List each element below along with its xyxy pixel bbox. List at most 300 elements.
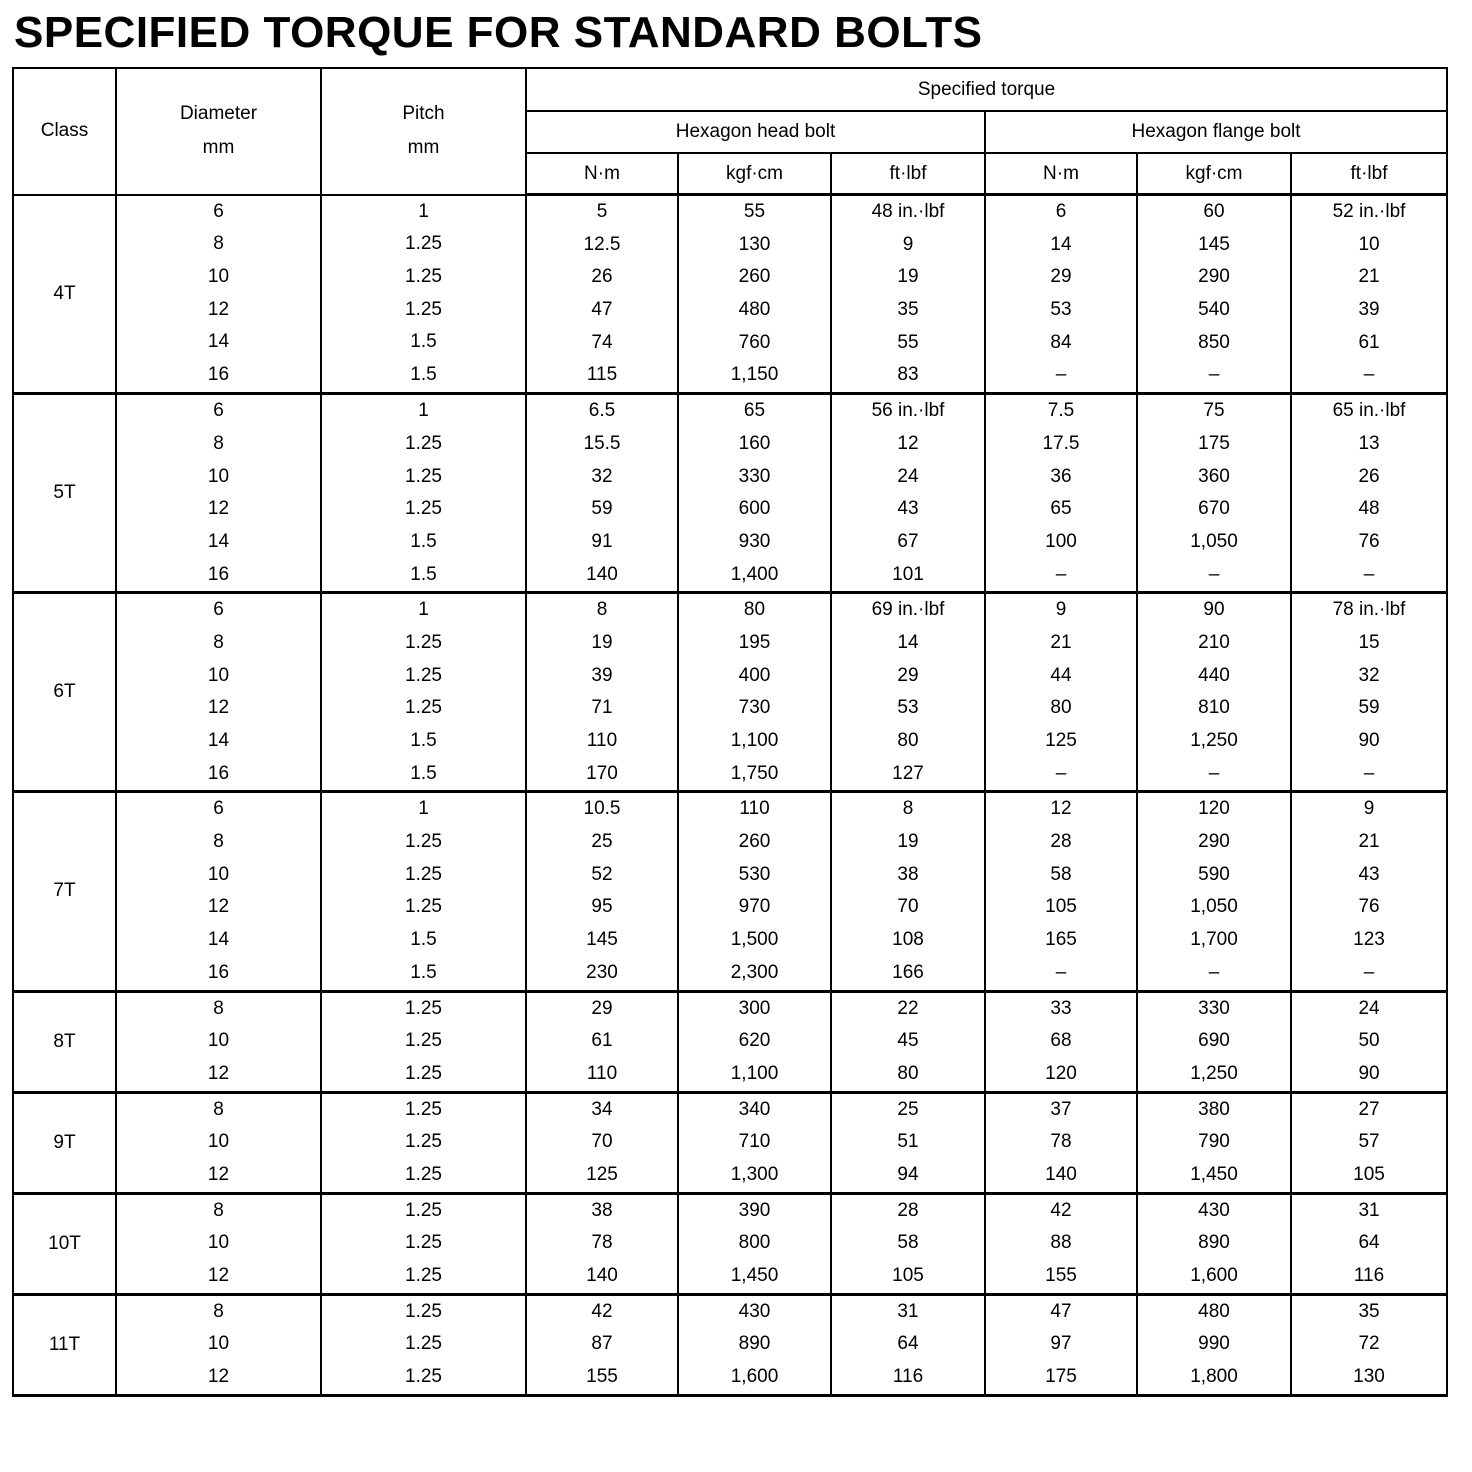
head-nm-cell: 8 <box>596 599 608 621</box>
class-group-row <box>13 593 1447 792</box>
diameter-cell: 8 <box>213 233 224 255</box>
head-nm-cell: 70 <box>591 1131 613 1153</box>
pitch-header-label: Pitch <box>402 103 445 125</box>
head-kgfcm-cell: 1,450 <box>730 1265 779 1286</box>
head-kgfcm-cell: 710 <box>738 1131 771 1153</box>
class-cell: 10T <box>13 1193 116 1294</box>
flange-kgfcm-cell: 890 <box>1198 1232 1230 1254</box>
head-ftlbf-cell-stack <box>831 195 985 394</box>
flange-nm-cell: 155 <box>1045 1265 1077 1286</box>
diameter-cell: 16 <box>207 961 230 983</box>
flange-kgfcm-cell: 810 <box>1198 697 1230 719</box>
head-kgfcm-cell-stack <box>678 593 831 792</box>
head-kgfcm-cell-stack <box>678 195 831 394</box>
head-nm-cell: 140 <box>586 563 618 585</box>
diameter-cell: 8 <box>213 997 224 1019</box>
flange-ftlbf-cell: 90 <box>1358 730 1380 751</box>
diameter-cell-stack <box>116 1193 321 1294</box>
hexagon-head-bolt-header: Hexagon head bolt <box>526 111 985 153</box>
diameter-cell: 12 <box>207 298 230 320</box>
class-cell: 5T <box>13 394 116 593</box>
flange-kgfcm-cell: 590 <box>1198 863 1230 885</box>
head-nm-cell: 34 <box>591 1098 613 1120</box>
class-group-row <box>13 991 1447 1092</box>
class-group-row <box>13 195 1447 394</box>
flange-kgfcm-cell: 1,450 <box>1190 1163 1238 1185</box>
flange-ftlbf-cell: 48 <box>1358 498 1380 520</box>
head-ftlbf-cell: 64 <box>897 1333 919 1355</box>
flange-kgfcm-cell: 60 <box>1203 201 1225 222</box>
flange-kgfcm-cell: 690 <box>1198 1030 1230 1052</box>
head-ftlbf-cell: 14 <box>897 631 919 653</box>
flange-ftlbf-cell: 39 <box>1358 299 1380 321</box>
flange-ftlbf-cell-stack <box>1291 1193 1447 1294</box>
pitch-cell: 1.5 <box>410 363 437 385</box>
head-ftlbf-cell: 58 <box>897 1232 919 1254</box>
flange-kgfcm-cell: 1,800 <box>1190 1366 1238 1388</box>
pitch-cell: 1 <box>418 798 429 820</box>
head-nm-cell: 115 <box>586 364 618 386</box>
flange-ftlbf-cell: 105 <box>1353 1163 1385 1185</box>
flange-nm-cell-stack <box>985 195 1137 394</box>
flange-nm-cell: – <box>1055 762 1067 784</box>
flange-kgfcm-cell: 1,250 <box>1190 730 1238 751</box>
flange-nm-cell: – <box>1055 364 1067 386</box>
class-group-row <box>13 1294 1447 1395</box>
head-nm-cell: 29 <box>591 997 613 1019</box>
pitch-cell: 1.25 <box>405 432 442 454</box>
diameter-cell-stack <box>116 991 321 1092</box>
torque-table <box>12 67 1448 1397</box>
head-ftlbf-cell: 69 in.·lbf <box>871 599 945 621</box>
diameter-cell-stack <box>116 394 321 593</box>
class-cell: 8T <box>13 991 116 1092</box>
head-ftlbf-cell: 12 <box>897 432 919 454</box>
flange-kgfcm-cell: 120 <box>1198 798 1230 820</box>
pitch-cell: 1 <box>418 599 429 621</box>
flange-nm-cell-stack <box>985 1294 1137 1395</box>
head-kgfcm-cell-stack <box>678 394 831 593</box>
pitch-cell-stack <box>321 1092 526 1193</box>
pitch-cell-stack <box>321 991 526 1092</box>
diameter-cell-stack <box>116 1294 321 1395</box>
pitch-cell: 1.25 <box>405 1265 442 1286</box>
head-nm-cell-stack <box>526 792 678 991</box>
diameter-cell: 12 <box>207 1265 230 1286</box>
head-kgfcm-cell-stack <box>678 1193 831 1294</box>
flange-ftlbf-cell-stack <box>1291 991 1447 1092</box>
head-ftlbf-cell: 80 <box>897 1062 919 1084</box>
diameter-cell: 8 <box>213 1098 224 1120</box>
class-cell: 7T <box>13 792 116 991</box>
diameter-cell: 10 <box>207 664 230 686</box>
flange-nm-cell: 125 <box>1045 730 1077 751</box>
pitch-cell: 1.5 <box>410 961 437 983</box>
flange-kgfcm-cell: 430 <box>1198 1199 1230 1221</box>
diameter-cell: 14 <box>207 331 230 353</box>
flange-kgfcm-cell: 290 <box>1198 831 1230 853</box>
flange-ftlbf-cell: 31 <box>1358 1199 1380 1221</box>
diameter-cell-stack <box>116 593 321 792</box>
head-kgfcm-cell-stack <box>678 1294 831 1395</box>
head-kgfcm-cell: 730 <box>738 697 771 719</box>
head-nm-cell: 230 <box>586 961 618 983</box>
diameter-cell-stack <box>116 792 321 991</box>
unit-header-flange-kgfcm: kgf·cm <box>1137 153 1291 195</box>
specified-torque-header: Specified torque <box>526 68 1447 111</box>
head-nm-cell: 19 <box>591 631 613 653</box>
head-nm-cell-stack <box>526 195 678 394</box>
pitch-cell: 1.25 <box>405 498 442 520</box>
flange-nm-cell-stack <box>985 792 1137 991</box>
flange-nm-cell: 175 <box>1045 1366 1077 1388</box>
head-kgfcm-cell: 890 <box>738 1333 771 1355</box>
head-nm-cell: 15.5 <box>583 432 621 454</box>
flange-nm-cell: 47 <box>1050 1300 1072 1322</box>
head-nm-cell: 87 <box>591 1333 613 1355</box>
pitch-cell: 1.5 <box>410 563 437 585</box>
class-cell: 9T <box>13 1092 116 1193</box>
flange-nm-cell: 58 <box>1050 863 1072 885</box>
flange-nm-cell: 100 <box>1045 530 1077 552</box>
flange-nm-cell: 120 <box>1045 1062 1077 1084</box>
head-nm-cell-stack <box>526 593 678 792</box>
diameter-cell-stack <box>116 1092 321 1193</box>
flange-nm-cell: 84 <box>1050 331 1072 353</box>
flange-kgfcm-cell: 145 <box>1198 233 1230 255</box>
head-nm-cell: 39 <box>591 664 613 686</box>
head-kgfcm-cell: 300 <box>738 997 771 1019</box>
flange-ftlbf-cell: 72 <box>1358 1333 1380 1355</box>
flange-nm-cell: 44 <box>1050 664 1072 686</box>
flange-nm-cell: 7.5 <box>1047 400 1075 422</box>
pitch-cell: 1.25 <box>405 831 442 853</box>
diameter-cell: 8 <box>213 631 224 653</box>
flange-kgfcm-cell: 1,050 <box>1190 530 1238 552</box>
flange-nm-cell: 36 <box>1050 465 1072 487</box>
hexagon-flange-bolt-header: Hexagon flange bolt <box>985 111 1447 153</box>
flange-nm-cell: – <box>1055 961 1067 983</box>
flange-kgfcm-cell: 540 <box>1198 299 1230 321</box>
head-nm-cell-stack <box>526 991 678 1092</box>
pitch-cell: 1.5 <box>410 762 437 784</box>
diameter-cell: 16 <box>207 762 230 784</box>
head-kgfcm-cell: 1,500 <box>730 929 779 951</box>
head-kgfcm-cell: 480 <box>738 299 771 321</box>
flange-nm-cell: 78 <box>1050 1131 1072 1153</box>
class-group-row <box>13 1092 1447 1193</box>
flange-ftlbf-cell: 123 <box>1353 929 1385 951</box>
flange-nm-cell: 33 <box>1050 997 1072 1019</box>
flange-kgfcm-cell: 990 <box>1198 1333 1230 1355</box>
pitch-cell-stack <box>321 593 526 792</box>
diameter-cell: 14 <box>207 730 230 751</box>
head-kgfcm-cell: 65 <box>743 400 766 422</box>
flange-ftlbf-cell-stack <box>1291 1294 1447 1395</box>
flange-kgfcm-cell: 1,600 <box>1190 1265 1238 1286</box>
flange-ftlbf-cell: 64 <box>1358 1232 1380 1254</box>
head-nm-cell: 110 <box>586 730 618 751</box>
head-kgfcm-cell: 55 <box>743 201 766 222</box>
head-kgfcm-cell: 620 <box>738 1030 771 1052</box>
head-ftlbf-cell: 116 <box>892 1366 924 1388</box>
flange-kgfcm-cell: 210 <box>1198 631 1230 653</box>
head-kgfcm-cell: 330 <box>738 465 771 487</box>
head-nm-cell: 71 <box>591 697 613 719</box>
head-kgfcm-cell: 340 <box>738 1098 771 1120</box>
flange-kgfcm-cell: – <box>1208 961 1220 983</box>
flange-nm-cell: 28 <box>1050 831 1072 853</box>
flange-ftlbf-cell-stack <box>1291 1092 1447 1193</box>
head-nm-cell-stack <box>526 1294 678 1395</box>
head-nm-cell: 10.5 <box>583 798 621 820</box>
flange-kgfcm-cell: 290 <box>1198 266 1230 288</box>
page-title: SPECIFIED TORQUE FOR STANDARD BOLTS <box>14 8 983 57</box>
head-kgfcm-cell-stack <box>678 792 831 991</box>
head-ftlbf-cell: 80 <box>897 730 919 751</box>
flange-nm-cell: 53 <box>1050 299 1072 321</box>
diameter-cell-stack <box>116 195 321 394</box>
flange-ftlbf-cell-stack <box>1291 593 1447 792</box>
head-nm-cell: 59 <box>591 498 613 520</box>
diameter-cell: 12 <box>207 498 230 520</box>
flange-kgfcm-cell-stack <box>1137 991 1291 1092</box>
head-kgfcm-cell: 110 <box>739 798 770 820</box>
head-nm-cell: 140 <box>586 1265 618 1286</box>
pitch-cell: 1.25 <box>405 1300 442 1322</box>
head-nm-cell: 25 <box>591 831 613 853</box>
head-kgfcm-cell: 260 <box>738 266 771 288</box>
unit-header-head-ftlbf: ft·lbf <box>831 153 985 195</box>
flange-nm-cell: – <box>1055 563 1067 585</box>
flange-ftlbf-cell: 76 <box>1358 896 1380 918</box>
head-ftlbf-cell-stack <box>831 593 985 792</box>
flange-ftlbf-cell: 43 <box>1358 863 1380 885</box>
flange-ftlbf-cell: 9 <box>1363 798 1375 820</box>
pitch-header-unit: mm <box>407 137 440 159</box>
pitch-cell: 1.25 <box>405 1098 442 1120</box>
head-kgfcm-cell: 430 <box>738 1300 771 1322</box>
flange-kgfcm-cell-stack <box>1137 1193 1291 1294</box>
flange-ftlbf-cell: – <box>1363 961 1375 983</box>
flange-nm-cell: 42 <box>1050 1199 1072 1221</box>
diameter-cell: 12 <box>207 1062 230 1084</box>
pitch-cell: 1.25 <box>405 1199 442 1221</box>
head-ftlbf-cell: 22 <box>897 997 919 1019</box>
pitch-cell-stack <box>321 394 526 593</box>
flange-ftlbf-cell: 116 <box>1353 1265 1385 1286</box>
head-ftlbf-cell-stack <box>831 1092 985 1193</box>
head-ftlbf-cell: 67 <box>897 530 919 552</box>
flange-ftlbf-cell: 24 <box>1358 997 1380 1019</box>
head-ftlbf-cell: 56 in.·lbf <box>871 400 945 422</box>
pitch-cell-stack <box>321 792 526 991</box>
diameter-cell: 8 <box>213 432 224 454</box>
flange-ftlbf-cell-stack <box>1291 394 1447 593</box>
diameter-cell: 10 <box>207 265 230 287</box>
head-ftlbf-cell-stack <box>831 991 985 1092</box>
pitch-cell: 1.25 <box>405 896 442 918</box>
head-ftlbf-cell: 31 <box>897 1300 919 1322</box>
flange-ftlbf-cell: 59 <box>1358 697 1380 719</box>
class-cell: 4T <box>13 195 116 394</box>
class-group-row <box>13 792 1447 991</box>
head-ftlbf-cell: 19 <box>897 266 919 288</box>
pitch-cell: 1.25 <box>405 997 442 1019</box>
diameter-cell: 10 <box>207 465 230 487</box>
head-ftlbf-cell: 108 <box>892 929 924 951</box>
head-kgfcm-cell: 160 <box>738 432 771 454</box>
flange-kgfcm-cell: 380 <box>1198 1098 1230 1120</box>
flange-kgfcm-cell: 1,050 <box>1190 896 1238 918</box>
pitch-cell: 1.25 <box>405 298 442 320</box>
head-ftlbf-cell: 83 <box>897 364 919 386</box>
class-header: Class <box>13 68 116 195</box>
diameter-cell: 6 <box>213 599 224 621</box>
head-nm-cell: 170 <box>586 762 618 784</box>
flange-nm-cell: 17.5 <box>1042 432 1080 454</box>
head-nm-cell: 125 <box>586 1163 618 1185</box>
head-ftlbf-cell: 9 <box>902 233 914 255</box>
head-ftlbf-cell: 48 in.·lbf <box>871 201 945 222</box>
head-ftlbf-cell: 28 <box>897 1199 919 1221</box>
diameter-cell: 12 <box>207 1163 230 1185</box>
flange-kgfcm-cell: 480 <box>1198 1300 1230 1322</box>
flange-ftlbf-cell: 61 <box>1358 331 1380 353</box>
flange-nm-cell: 9 <box>1055 599 1067 621</box>
diameter-cell: 14 <box>207 929 230 951</box>
head-nm-cell: 32 <box>591 465 613 487</box>
head-nm-cell-stack <box>526 394 678 593</box>
head-nm-cell: 155 <box>586 1366 618 1388</box>
flange-kgfcm-cell-stack <box>1137 792 1291 991</box>
pitch-cell: 1.25 <box>405 1131 442 1153</box>
head-nm-cell: 26 <box>591 266 613 288</box>
flange-ftlbf-cell: 90 <box>1358 1062 1380 1084</box>
head-nm-cell: 91 <box>591 530 613 552</box>
diameter-cell: 6 <box>213 200 224 222</box>
head-nm-cell: 52 <box>591 863 613 885</box>
head-kgfcm-cell: 400 <box>738 664 771 686</box>
head-ftlbf-cell: 105 <box>892 1265 924 1286</box>
head-ftlbf-cell-stack <box>831 394 985 593</box>
pitch-cell: 1.25 <box>405 233 442 255</box>
diameter-cell: 10 <box>207 1333 230 1355</box>
head-ftlbf-cell: 94 <box>897 1163 919 1185</box>
diameter-cell: 8 <box>213 1300 224 1322</box>
head-kgfcm-cell: 760 <box>738 331 771 353</box>
flange-kgfcm-cell: 1,250 <box>1190 1062 1238 1084</box>
flange-ftlbf-cell: 10 <box>1358 233 1380 255</box>
head-nm-cell: 38 <box>591 1199 613 1221</box>
diameter-cell: 16 <box>207 563 230 585</box>
flange-nm-cell: 97 <box>1050 1333 1072 1355</box>
diameter-cell: 6 <box>213 798 224 820</box>
flange-kgfcm-cell: 790 <box>1198 1131 1230 1153</box>
head-ftlbf-cell-stack <box>831 792 985 991</box>
diameter-cell: 10 <box>207 1131 230 1153</box>
class-cell: 11T <box>13 1294 116 1395</box>
head-nm-cell: 42 <box>591 1300 613 1322</box>
flange-nm-cell: 80 <box>1050 697 1072 719</box>
head-kgfcm-cell: 1,100 <box>730 1062 779 1084</box>
flange-ftlbf-cell: 50 <box>1358 1030 1380 1052</box>
flange-nm-cell-stack <box>985 991 1137 1092</box>
flange-ftlbf-cell: – <box>1363 762 1375 784</box>
flange-ftlbf-cell: 130 <box>1353 1366 1385 1388</box>
pitch-cell: 1.25 <box>405 1232 442 1254</box>
head-kgfcm-cell: 1,600 <box>730 1366 779 1388</box>
flange-kgfcm-cell: 440 <box>1198 664 1230 686</box>
head-kgfcm-cell: 130 <box>738 233 771 255</box>
head-kgfcm-cell: 1,400 <box>730 563 779 585</box>
flange-kgfcm-cell: 75 <box>1203 400 1225 422</box>
flange-kgfcm-cell: – <box>1208 563 1220 585</box>
head-ftlbf-cell-stack <box>831 1193 985 1294</box>
flange-ftlbf-cell: 52 in.·lbf <box>1332 201 1406 222</box>
head-nm-cell: 110 <box>586 1062 618 1084</box>
pitch-cell: 1.25 <box>405 697 442 719</box>
flange-ftlbf-cell: 78 in.·lbf <box>1332 599 1406 621</box>
flange-kgfcm-cell: 360 <box>1198 465 1230 487</box>
flange-kgfcm-cell: – <box>1208 762 1220 784</box>
flange-ftlbf-cell: 21 <box>1358 266 1380 288</box>
diameter-cell: 10 <box>207 1232 230 1254</box>
flange-kgfcm-cell: 90 <box>1203 599 1225 621</box>
pitch-header <box>321 68 526 195</box>
head-nm-cell: 78 <box>591 1232 613 1254</box>
head-ftlbf-cell: 127 <box>892 762 924 784</box>
flange-ftlbf-cell: 35 <box>1358 1300 1380 1322</box>
head-kgfcm-cell: 195 <box>738 631 771 653</box>
head-kgfcm-cell: 930 <box>738 530 771 552</box>
diameter-cell: 8 <box>213 831 224 853</box>
pitch-cell-stack <box>321 1193 526 1294</box>
diameter-cell: 8 <box>213 1199 224 1221</box>
head-ftlbf-cell: 53 <box>897 697 919 719</box>
diameter-cell: 14 <box>207 530 230 552</box>
unit-header-head-nm: N·m <box>526 153 678 195</box>
head-ftlbf-cell: 55 <box>897 331 919 353</box>
flange-nm-cell: 14 <box>1050 233 1072 255</box>
head-kgfcm-cell: 600 <box>738 498 771 520</box>
flange-kgfcm-cell-stack <box>1137 394 1291 593</box>
flange-kgfcm-cell: – <box>1208 364 1220 386</box>
head-kgfcm-cell: 1,300 <box>730 1163 779 1185</box>
pitch-cell: 1.25 <box>405 1062 442 1084</box>
flange-kgfcm-cell: 850 <box>1198 331 1230 353</box>
pitch-cell: 1.25 <box>405 1333 442 1355</box>
pitch-cell: 1 <box>418 400 429 422</box>
flange-nm-cell: 105 <box>1045 896 1077 918</box>
class-group-row <box>13 1193 1447 1294</box>
flange-kgfcm-cell: 330 <box>1198 997 1230 1019</box>
flange-ftlbf-cell: 32 <box>1358 664 1380 686</box>
flange-kgfcm-cell: 175 <box>1198 432 1230 454</box>
flange-ftlbf-cell: 15 <box>1358 631 1380 653</box>
head-nm-cell: 12.5 <box>583 233 621 255</box>
flange-kgfcm-cell-stack <box>1137 593 1291 792</box>
head-ftlbf-cell: 51 <box>897 1131 919 1153</box>
flange-kgfcm-cell: 670 <box>1198 498 1230 520</box>
pitch-cell: 1.5 <box>410 331 437 353</box>
flange-nm-cell: 37 <box>1050 1098 1072 1120</box>
head-ftlbf-cell: 35 <box>897 299 919 321</box>
pitch-cell: 1.5 <box>410 530 437 552</box>
flange-nm-cell: 6 <box>1055 201 1067 222</box>
head-ftlbf-cell: 101 <box>892 563 924 585</box>
pitch-cell: 1.25 <box>405 1366 442 1388</box>
